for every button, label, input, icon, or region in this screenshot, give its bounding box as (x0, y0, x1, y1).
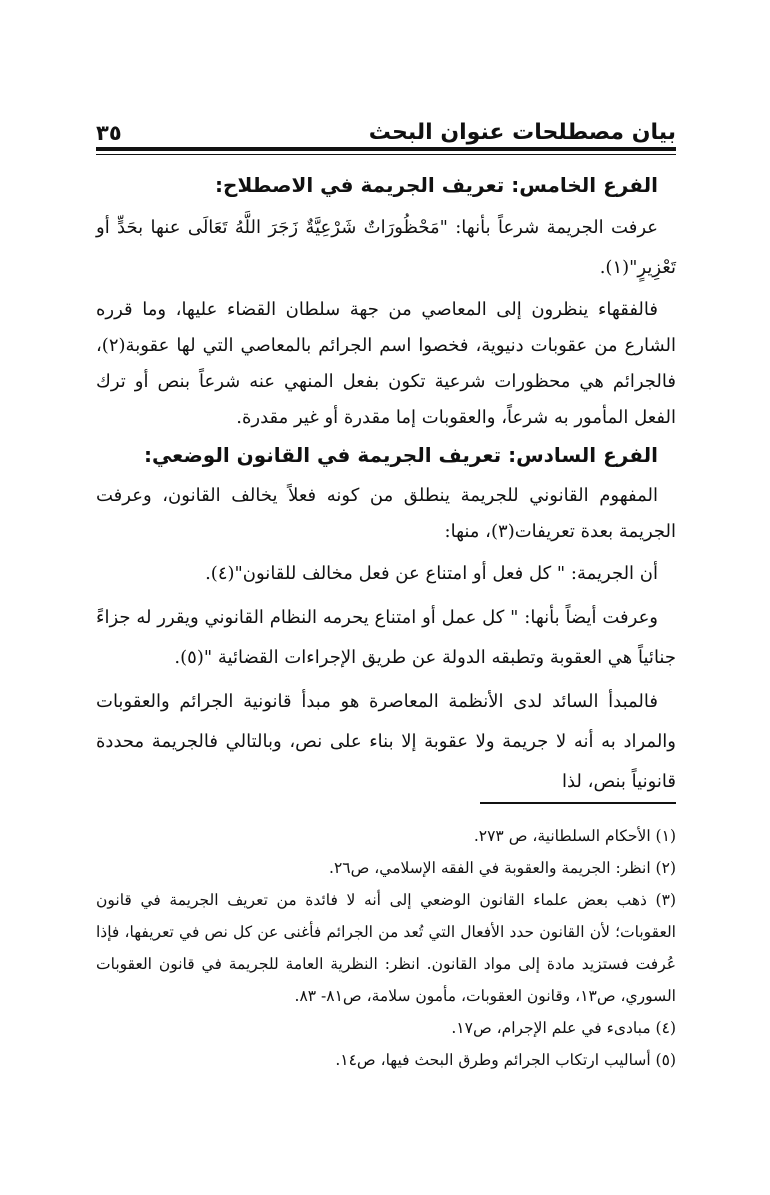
section-heading-6: الفرع السادس: تعريف الجريمة في القانون الوضعي: (143, 443, 658, 467)
header-rule-thick (96, 147, 676, 151)
page-number: ٣٥ (96, 121, 122, 145)
paragraph: عرفت الجريمة شرعاً بأنها: "مَحْظُورَاتٌ شَرْعِيَّةٌ زَجَرَ اللَّهُ تَعَالَى عنها بحَدٍّ أو تَعْزِيرٍ"(١). (96, 217, 676, 278)
footnote: (٥) أساليب ارتكاب الجرائم وطرق البحث فيها، ص١٤. (335, 1051, 676, 1069)
main-text (96, 170, 676, 806)
paragraph: وعرفت أيضاً بأنها: " كل عمل أو امتناع يحرمه النظام القانوني ويقرر له جزاءً جنائياً هي العقوبة وتطبقه الدولة عن طريق الإجراءات القضائية "(٥). (96, 607, 676, 668)
footnote: (٤) مبادىء في علم الإجرام، ص١٧. (451, 1019, 676, 1037)
footnote-separator (480, 802, 676, 804)
paragraph: المفهوم القانوني للجريمة ينطلق من كونه فعلاً يخالف القانون، وعرفت الجريمة بعدة تعريفات(٣)، منها: (96, 485, 676, 542)
page-header (96, 108, 676, 144)
header-rule-thin (96, 154, 676, 155)
paragraph: أن الجريمة: " كل فعل أو امتناع عن فعل مخالف للقانون"(٤). (205, 563, 658, 584)
footnotes (96, 820, 676, 1076)
footnote: (١) الأحكام السلطانية، ص ٢٧٣. (473, 827, 676, 845)
paragraph: فالمبدأ السائد لدى الأنظمة المعاصرة هو مبدأ قانونية الجرائم والعقوبات والمراد به أنه لا جريمة ولا عقوبة إلا بناء على نص، وبالتالي فالجريمة محددة قانونياً بنص، لذا (96, 691, 676, 792)
section-heading-5: الفرع الخامس: تعريف الجريمة في الاصطلاح: (215, 173, 658, 197)
paragraph: فالفقهاء ينظرون إلى المعاصي من جهة سلطان القضاء عليها، وما قرره الشارع من عقوبات دنيوية، فخصوا اسم الجرائم بالمعاصي التي لها عقوبة(٢)، فالجرائم هي محظورات شرعية تكون بفعل المنهي عنه شرعاً بنص أو ترك الفعل المأمور به شرعاً، والعقوبات إما مقدرة أو غير مقدرة. (96, 299, 676, 428)
running-title: بيان مصطلحات عنوان البحث (368, 120, 676, 145)
footnote: (٢) انظر: الجريمة والعقوبة في الفقه الإسلامي، ص٢٦. (329, 859, 676, 877)
footnote: (٣) ذهب بعض علماء القانون الوضعي إلى أنه لا فائدة من تعريف الجريمة في قانون العقوبات؛ لأن القانون حدد الأفعال التي تُعد من الجرائم فأغنى عن كل نص في تعريفها، فإذا عُرفت فستزيد مادة إلى مواد القانون. انظر: النظرية العامة للجريمة في قانون العقوبات السوري، ص١٣، وقانون العقوبات، مأمون سلامة، ص٨١- ٨٣. (96, 891, 676, 1005)
